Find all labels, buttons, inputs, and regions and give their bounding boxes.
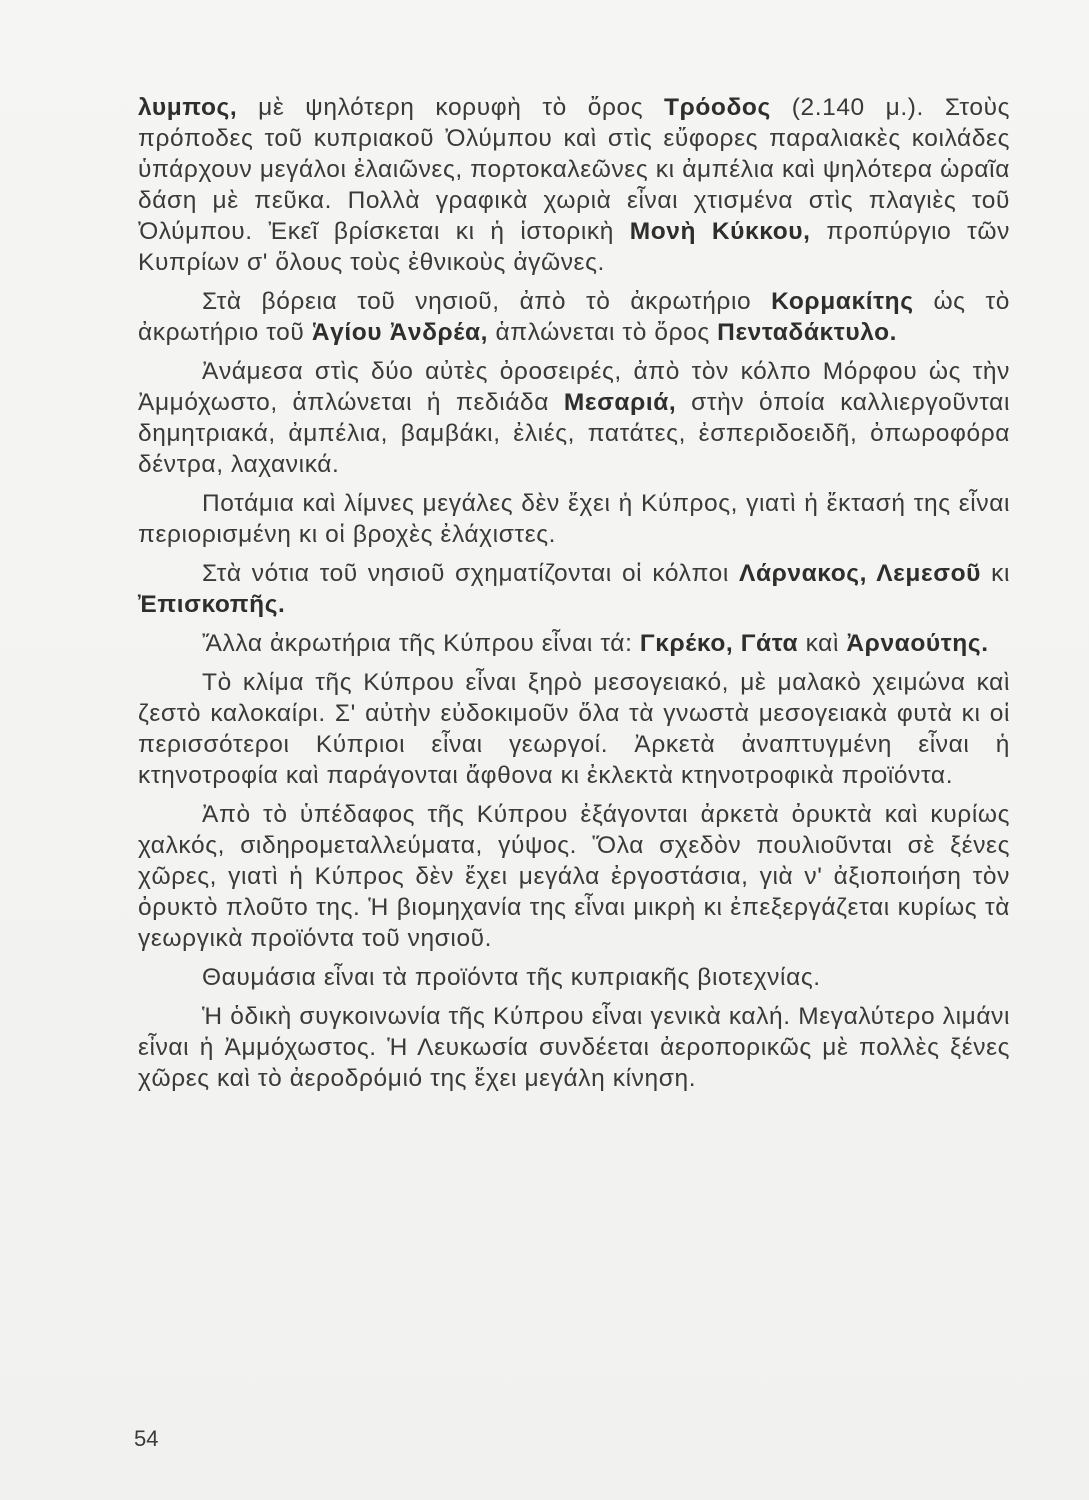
text-run: Τὸ κλίμα τῆς Κύπρου εἶναι ξηρὸ μεσογειακό, μὲ μαλακὸ χειμώνα καὶ ζεστὸ καλοκαίρι. Σ' αὐτὴν εὐδοκιμοῦν ὅλα τὰ γνωστὰ μεσογειακὰ φυτὰ κι οἱ περισσότεροι Κύπριοι εἶναι γεωργοί. Ἀρκετὰ ἀναπτυγμένη εἶναι ἡ κτηνοτροφία καὶ παράγονται ἄφθονα κι ἐκλεκτὰ κτηνοτροφικὰ προϊόντα. bbox=[138, 669, 1010, 789]
paragraph-olympus bbox=[138, 92, 1010, 278]
text-run: (2.140 μ.). Στοὺς πρόποδες τοῦ κυπριακοῦ Ὀλύμπου καὶ στὶς εὔφορες παραλιακὲς κοιλάδες ὑπάρχουν μεγάλοι ἐλαιῶνες, πορτοκαλεῶνες κι ἀμπέλια καὶ ψηλότερα ὡραῖα δάση μὲ πεῦκα. Πολλὰ γραφικὰ χωριὰ εἶναι χτισμένα στὶς πλαγιὲς τοῦ Ὀλύμπου. Ἐκεῖ βρίσκεται κι ἡ ἱστορικὴ bbox=[138, 94, 1010, 245]
text-run: Ἀνάμεσα στὶς δύο αὐτὲς ὀροσειρές, ἀπὸ τὸν κόλπο Μόρφου ὡς τὴν Ἀμμόχωστο, ἁπλώνεται ἡ πεδιάδα bbox=[138, 358, 1010, 416]
text-run: Ἄλλα ἀκρωτήρια τῆς Κύπρου εἶναι τά: bbox=[202, 630, 640, 657]
bold-term: λυμπος, bbox=[138, 94, 238, 121]
bold-term: Πενταδάκτυλο. bbox=[717, 319, 898, 346]
bold-term: Μονὴ Κύκκου, bbox=[629, 218, 811, 245]
paragraph-mesaoria bbox=[138, 356, 1010, 480]
bold-term: Λάρνακος, Λεμεσοῦ bbox=[739, 560, 981, 587]
bold-term: Κορμακίτης bbox=[771, 288, 914, 315]
text-run: Θαυμάσια εἶναι τὰ προϊόντα τῆς κυπριακῆς βιοτεχνίας. bbox=[202, 964, 821, 991]
text-run: Στὰ βόρεια τοῦ νησιοῦ, ἀπὸ τὸ ἀκρωτήριο bbox=[202, 288, 772, 315]
bold-term: Ἐπισκοπῆς. bbox=[138, 591, 286, 618]
bold-term: Γκρέκο, Γάτα bbox=[639, 630, 799, 657]
text-run: προπύργιο τῶν Κυπρίων σ' ὅλους τοὺς ἐθνικοὺς ἀγῶνες. bbox=[138, 218, 1011, 276]
text-run: ἁπλώνεται τὸ ὄρος bbox=[488, 319, 718, 346]
paragraph-transport bbox=[138, 1001, 1010, 1094]
paragraph-capes bbox=[138, 628, 1010, 659]
paragraph-minerals bbox=[138, 799, 1010, 954]
bold-term: Τρόοδος bbox=[664, 94, 771, 121]
paragraph-north bbox=[138, 286, 1010, 348]
bold-term: Μεσαριά, bbox=[563, 389, 677, 416]
paragraph-rivers bbox=[138, 488, 1010, 550]
text-run: στὴν ὁποία καλλιεργοῦνται δημητριακά, ἀμπέλια, βαμβάκι, ἐλιές, πατάτες, ἐσπεριδοειδῆ, ὀπωροφόρα δέντρα, λαχανικά. bbox=[138, 389, 1010, 478]
paragraph-south-gulfs bbox=[138, 558, 1010, 620]
body-text bbox=[138, 92, 1010, 1102]
text-run: ὡς τὸ ἀκρωτήριο τοῦ bbox=[138, 288, 1010, 346]
text-run: Ποτάμια καὶ λίμνες μεγάλες δὲν ἔχει ἡ Κύπρος, γιατὶ ἡ ἔκτασή της εἶναι περιορισμένη κι οἱ βροχὲς ἐλάχιστες. bbox=[138, 490, 1010, 548]
bold-term: Ἁγίου Ἀνδρέα, bbox=[311, 319, 489, 346]
page-number: 54 bbox=[134, 1426, 159, 1451]
text-run: Ἡ ὁδικὴ συγκοινωνία τῆς Κύπρου εἶναι γενικὰ καλή. Μεγαλύτερο λιμάνι εἶναι ἡ Ἀμμόχωστος. Ἡ Λευκωσία συνδέεται ἀεροπορικῶς μὲ πολλὲς ξένες χῶρες καὶ τὸ ἀεροδρόμιό της ἔχει μεγάλη κίνηση. bbox=[138, 1003, 1010, 1092]
paragraph-climate bbox=[138, 667, 1010, 791]
text-run: μὲ ψηλότερη κορυφὴ τὸ ὄρος bbox=[237, 94, 664, 121]
text-run: καὶ bbox=[798, 630, 847, 657]
text-run: Στὰ νότια τοῦ νησιοῦ σχηματίζονται οἱ κόλποι bbox=[202, 560, 740, 587]
text-run: κι bbox=[981, 560, 1010, 587]
paragraph-crafts bbox=[138, 962, 1010, 993]
text-run: Ἀπὸ τὸ ὑπέδαφος τῆς Κύπρου ἐξάγονται ἀρκετὰ ὀρυκτὰ καὶ κυρίως χαλκός, σιδηρομεταλλεύματα, γύψος. Ὅλα σχεδὸν πουλιοῦνται σὲ ξένες χῶρες, γιατὶ ἡ Κύπρος δὲν ἔχει μεγάλα ἐργοστάσια, γιὰ ν' ἀξιοποιήση τὸν ὀρυκτὸ πλοῦτο της. Ἡ βιομηχανία της εἶναι μικρὴ κι ἐπεξεργάζεται κυρίως τὰ γεωργικὰ προϊόντα τοῦ νησιοῦ. bbox=[138, 801, 1010, 952]
bold-term: Ἀρναούτης. bbox=[846, 630, 989, 657]
